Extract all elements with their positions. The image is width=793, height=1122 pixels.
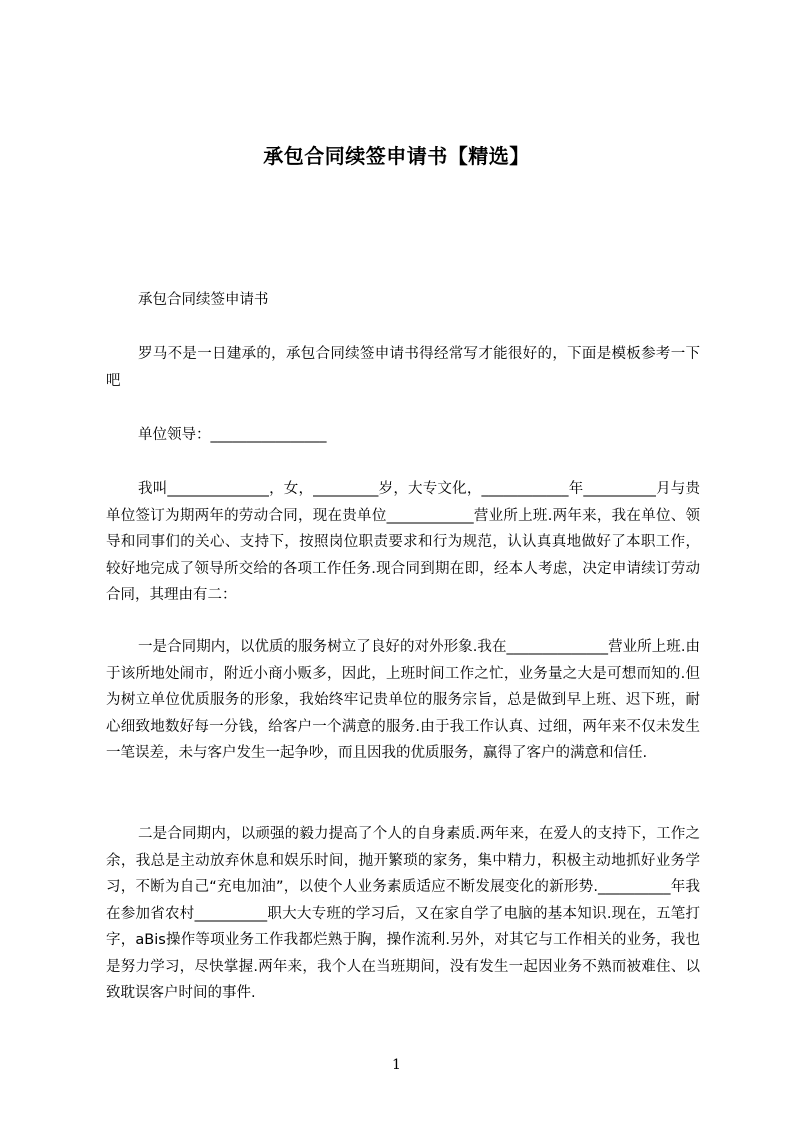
addressee-line: 单位领导：________________ — [138, 427, 327, 443]
main-paragraph: 我叫______________，女，_________岁，大专文化，____________年__________月与贵单位签订为期两年的劳动合同，现在贵单位____________营业所上班.两年来，我在单位、领导和同事们的关心、支持下，按照岗位职责要求和行为规范，认认真真地做好了本职工作，较好地完成了领导所交给的各项工作任务.现合同到期在即，经本人考虑，决定申请续订劳动合同，其理由有二： — [106, 481, 700, 603]
document-title: 承包合同续签申请书【精选】 — [263, 144, 530, 168]
page-number: 1 — [392, 1057, 401, 1073]
reason-one-paragraph: 一是合同期内，以优质的服务树立了良好的对外形象.我在______________营业所上班.由于该所地处闹市，附近小商小贩多，因此，上班时间工作之忙，业务量之大是可想而知的.但为树立单位优质服务的形象，我始终牢记贵单位的服务宗旨，总是做到早上班、迟下班，耐心细致地数好每一分钱，给客户一个满意的服务.由于我工作认真、过细，两年来不仅未发生一笔误差，未与客户发生一起争吵，而且因我的优质服务，赢得了客户的满意和信任. — [106, 639, 700, 761]
reason-two-paragraph: 二是合同期内，以顽强的毅力提高了个人的自身素质.两年来，在爱人的支持下，工作之余，我总是主动放弃休息和娱乐时间，抛开繁琐的家务，集中精力，积极主动地抓好业务学习，不断为自己“充电加油”，以使个人业务素质适应不断发展变化的新形势.__________年我在参加省农村__________职大大专班的学习后，又在家自学了电脑的基本知识.现在，五笔打字，aBis操作等项业务工作我都烂熟于胸，操作流利.另外，对其它与工作相关的业务，我也是努力学习，尽快掌握.两年来，我个人在当班期间，没有发生一起因业务不熟而被难住、以致耽误客户时间的事件. — [106, 826, 700, 1001]
intro-paragraph: 罗马不是一日建承的，承包合同续签申请书得经常写才能很好的，下面是模板参考一下吧 — [106, 346, 700, 389]
section-heading: 承包合同续签申请书 — [138, 292, 269, 308]
